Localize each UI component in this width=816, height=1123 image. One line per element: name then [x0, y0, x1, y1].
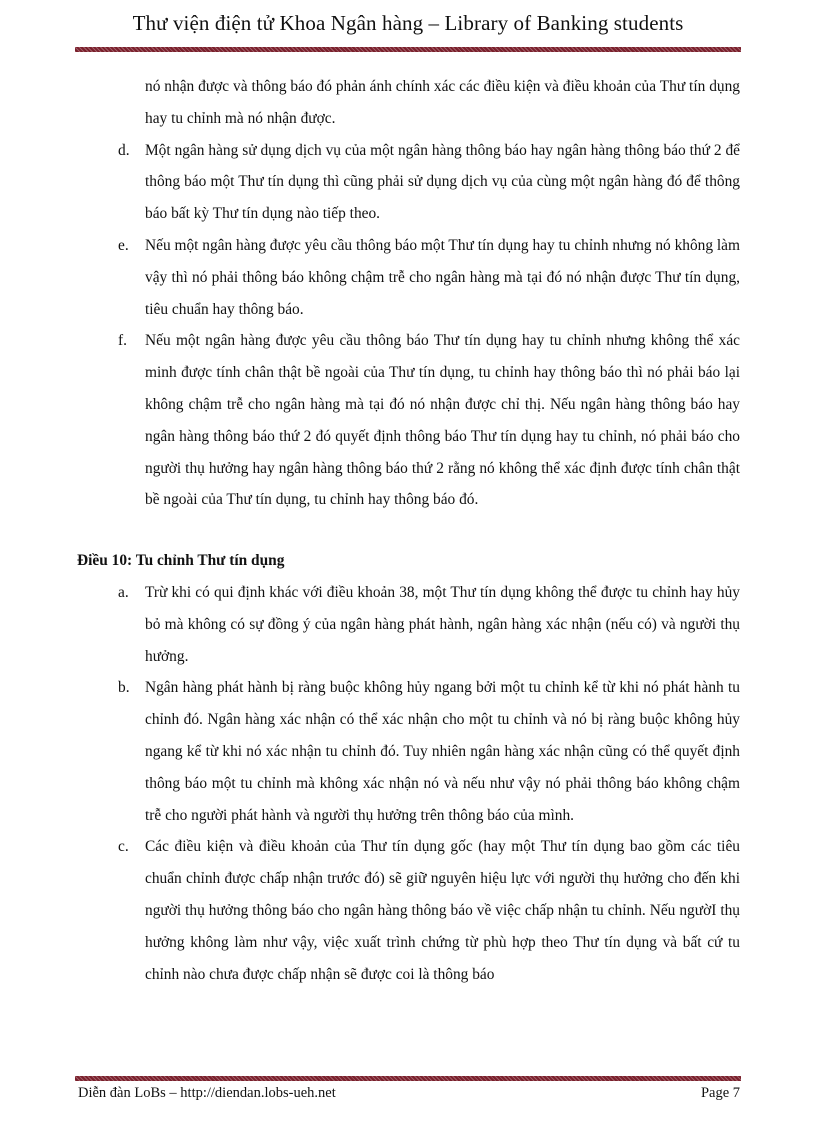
list-marker: f. — [118, 332, 127, 350]
footer-forum-link[interactable]: Diễn đàn LoBs – http://diendan.lobs-ueh.net — [78, 1085, 336, 1101]
list-item-text: Một ngân hàng sử dụng dịch vụ của một ngân hàng thông báo hay ngân hàng thông báo thứ 2 để thông báo một Thư tín dụng thì cũng phải sử dụng dịch vụ của cùng một ngân hàng đó để thông báo bất kỳ Thư tín dụng nào tiếp theo. — [145, 141, 740, 223]
list-item-c — [118, 831, 740, 990]
list-item-text: Trừ khi có qui định khác với điều khoản 38, một Thư tín dụng không thể được tu chỉnh hay hủy bỏ mà không có sự đồng ý của ngân hàng phát hành, ngân hàng xác nhận (nếu có) và người thụ hưởng. — [145, 583, 740, 665]
list-marker: e. — [118, 236, 129, 254]
footer-divider — [75, 1076, 741, 1081]
list-item-e — [118, 230, 740, 325]
list-marker: d. — [118, 141, 130, 159]
header-divider — [75, 47, 741, 52]
list-marker: a. — [118, 583, 129, 601]
list-item-text: Nếu một ngân hàng được yêu cầu thông báo Thư tín dụng hay tu chỉnh nhưng không thể xác minh được tính chân thật bề ngoài của Thư tín dụng, tu chỉnh hay thông báo thì nó phải báo lại không chậm trễ cho ngân hàng mà tại đó nó nhận được chỉ thị. Nếu ngân hàng thông báo hay ngân hàng thông báo thứ 2 đó quyết định thông báo Thư tín dụng hay tu chỉnh, nó phải báo cho người thụ hưởng hay ngân hàng thông báo thứ 2 rằng nó không thể xác định được tính chân thật bề ngoài của Thư tín dụng, tu chỉnh hay thông báo đó. — [145, 332, 740, 509]
page-number: Page 7 — [700, 1085, 740, 1101]
list-item-text: Các điều kiện và điều khoản của Thư tín dụng gốc (hay một Thư tín dụng bao gồm các tiêu chuẩn chỉnh được chấp nhận trước đó) sẽ giữ nguyên hiệu lực với người thụ hưởng cho đến khi người thụ hưởng thông báo cho ngân hàng thông báo về việc chấp nhận tu chỉnh. Nếu ngườI thụ hưởng không làm như vậy, việc xuất trình chứng từ phù hợp theo Thư tín dụng và bất cứ tu chỉnh nào chưa được chấp nhận sẽ được coi là thông báo — [145, 838, 740, 983]
list-item-b — [118, 672, 740, 831]
section-heading: Điều 10: Tu chỉnh Thư tín dụng — [77, 552, 285, 570]
list-marker: b. — [118, 679, 130, 697]
list-marker: c. — [118, 838, 129, 856]
page-header-title: Thư viện điện tử Khoa Ngân hàng – Library of Banking students — [132, 11, 684, 35]
list-item-text: Ngân hàng phát hành bị ràng buộc không hủy ngang bởi một tu chỉnh kể từ khi nó phát hành tu chỉnh đó. Ngân hàng xác nhận có thể xác nhận cho một tu chỉnh và nó bị ràng buộc không hủy ngang kể từ khi nó xác nhận tu chỉnh đó. Tuy nhiên ngân hàng xác nhận cũng có thể quyết định thông báo một tu chỉnh mà không xác nhận nó và nếu như vậy nó phải thông báo không chậm trễ cho người phát hành và người thụ hưởng trên thông báo của mình. — [145, 679, 740, 824]
list-item-f — [118, 325, 740, 516]
list-item-text: Nếu một ngân hàng được yêu cầu thông báo một Thư tín dụng hay tu chỉnh nhưng nó không làm vậy thì nó phải thông báo không chậm trễ cho ngân hàng mà tại đó nó nhận được Thư tín dụng, tiêu chuẩn hay thông báo. — [145, 236, 740, 318]
list-item-a — [118, 577, 740, 672]
document-body — [0, 71, 816, 990]
continuation-paragraph: nó nhận được và thông báo đó phản ánh chính xác các điều kiện và điều khoản của Thư tín dụng hay tu chỉnh mà nó nhận được. — [145, 78, 740, 127]
list-item-d — [118, 135, 740, 230]
